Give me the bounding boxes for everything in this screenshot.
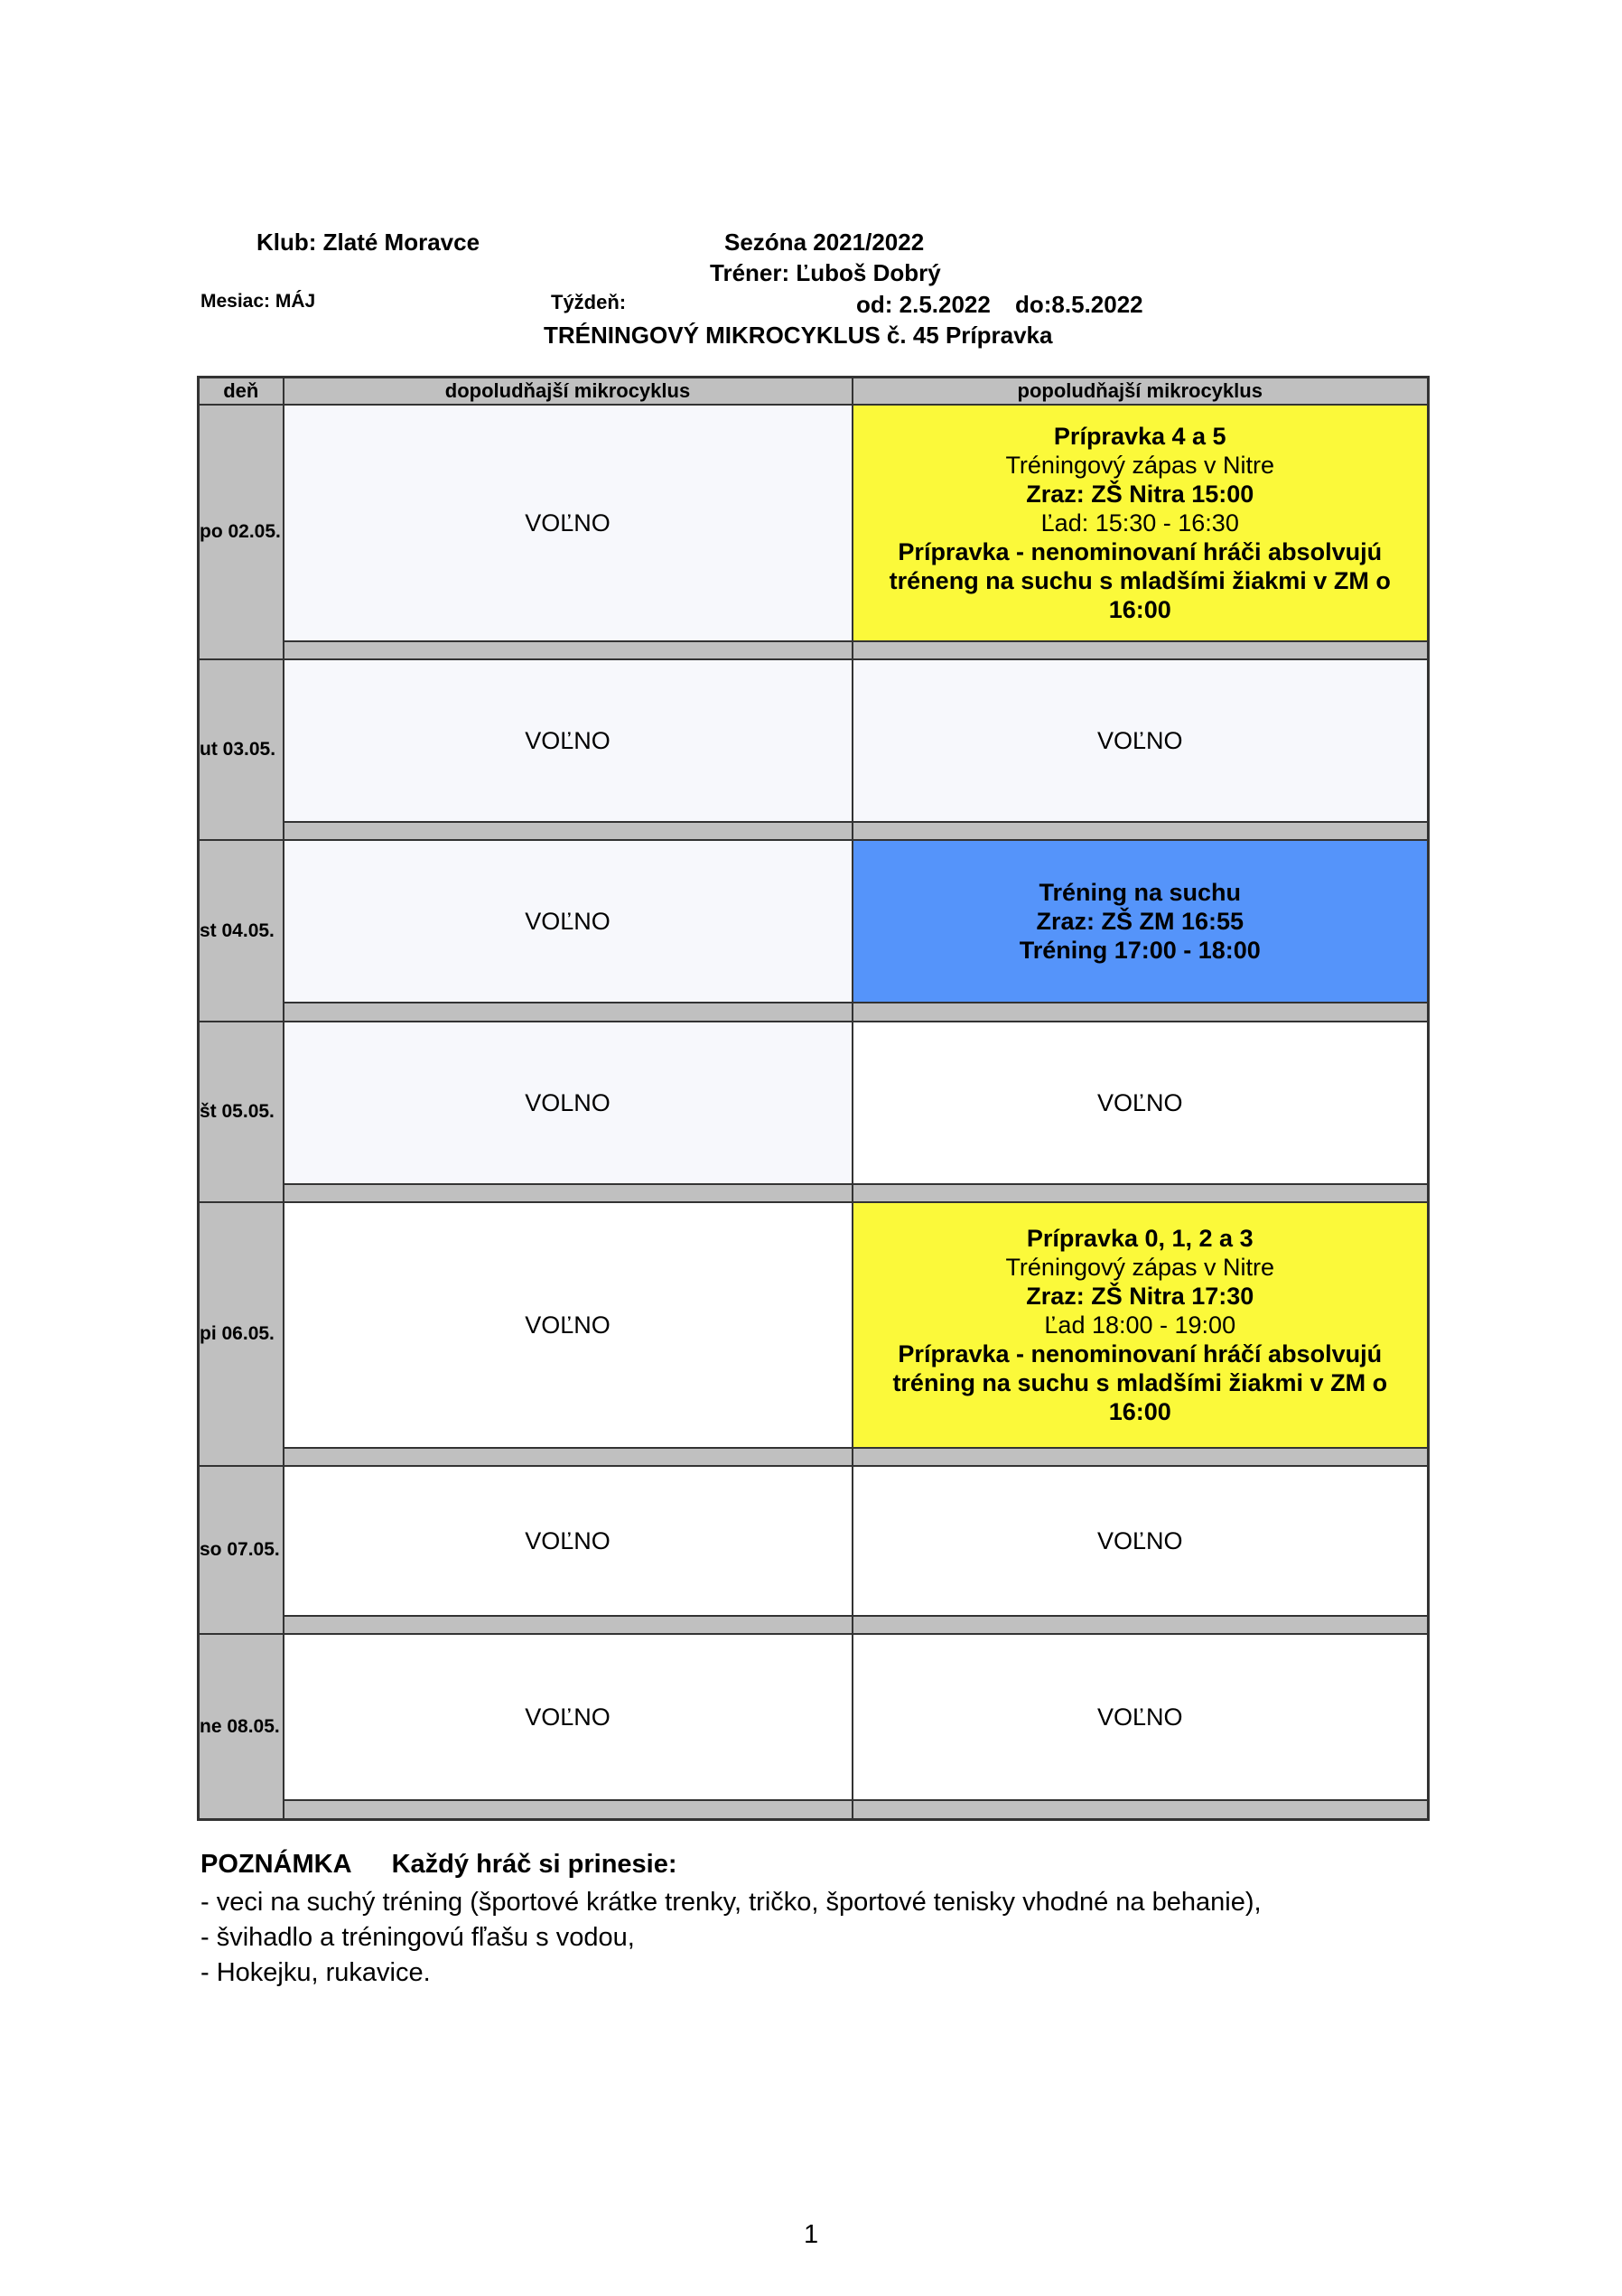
note-item: - švihadlo a tréningovú fľašu s vodou, bbox=[200, 1923, 635, 1952]
afternoon-line: Zraz: ZŠ ZM 16:55 bbox=[1036, 908, 1244, 936]
afternoon-line: Tréning 17:00 - 18:00 bbox=[1019, 937, 1261, 965]
afternoon-line: Prípravka - nenominovaní hráčí absolvujú bbox=[898, 1340, 1383, 1368]
coach: Tréner: Ľuboš Dobrý bbox=[710, 259, 941, 286]
afternoon-line: Tréning na suchu bbox=[1039, 879, 1242, 907]
afternoon-line: 16:00 bbox=[1108, 595, 1171, 623]
row-separator bbox=[199, 822, 1429, 840]
afternoon-cell bbox=[853, 405, 1429, 641]
row-separator bbox=[199, 1800, 1429, 1819]
day-cell: po 02.05. bbox=[199, 405, 284, 659]
afternoon-line: Prípravka 4 a 5 bbox=[1053, 422, 1226, 450]
table-row bbox=[199, 1634, 1429, 1800]
note-item: - veci na suchý tréning (športové krátke trenky, tričko, športové tenisky vhodné na behanie), bbox=[200, 1888, 1262, 1917]
table-row bbox=[199, 840, 1429, 1003]
afternoon-line: Tréningový zápas v Nitre bbox=[1005, 1254, 1275, 1282]
afternoon-line: tréning na suchu s mladšími žiakmi v ZM o bbox=[892, 1369, 1388, 1397]
afternoon-line: VOĽNO bbox=[1096, 727, 1183, 755]
note-heading-line bbox=[200, 1850, 677, 1880]
month: Mesiac: MÁJ bbox=[200, 291, 316, 312]
afternoon-cell bbox=[853, 840, 1429, 1003]
afternoon-line: Prípravka 0, 1, 2 a 3 bbox=[1026, 1225, 1254, 1253]
morning-cell: VOĽNO bbox=[284, 405, 853, 641]
afternoon-line: VOĽNO bbox=[1096, 1527, 1183, 1555]
afternoon-cell bbox=[853, 1022, 1429, 1184]
date-to: do:8.5.2022 bbox=[1015, 291, 1143, 318]
week-label: Týždeň: bbox=[551, 291, 627, 313]
afternoon-cell bbox=[853, 659, 1429, 822]
afternoon-line: Zraz: ZŠ Nitra 15:00 bbox=[1026, 480, 1254, 508]
row-separator bbox=[199, 1448, 1429, 1466]
afternoon-cell bbox=[853, 1634, 1429, 1800]
note-heading: Každý hráč si prinesie: bbox=[391, 1850, 677, 1879]
row-separator bbox=[199, 1616, 1429, 1634]
morning-cell: VOĽNO bbox=[284, 1634, 853, 1800]
table-row bbox=[199, 659, 1429, 822]
row-separator bbox=[199, 1003, 1429, 1021]
column-header-day: deň bbox=[199, 378, 284, 406]
afternoon-line: VOĽNO bbox=[1096, 1088, 1183, 1116]
afternoon-line: 16:00 bbox=[1108, 1398, 1171, 1426]
row-separator bbox=[199, 1184, 1429, 1202]
day-cell: so 07.05. bbox=[199, 1466, 284, 1634]
morning-cell: VOLNO bbox=[284, 1022, 853, 1184]
row-separator bbox=[199, 641, 1429, 659]
day-cell: pi 06.05. bbox=[199, 1202, 284, 1466]
club-name: Klub: Zlaté Moravce bbox=[256, 229, 480, 256]
afternoon-line: Tréningový zápas v Nitre bbox=[1005, 451, 1275, 479]
season: Sezóna 2021/2022 bbox=[724, 229, 925, 256]
morning-cell: VOĽNO bbox=[284, 1466, 853, 1616]
table-row bbox=[199, 405, 1429, 641]
morning-cell: VOĽNO bbox=[284, 1202, 853, 1448]
date-from: od: 2.5.2022 bbox=[856, 291, 991, 318]
morning-cell: VOĽNO bbox=[284, 659, 853, 822]
afternoon-line: tréneng na suchu s mladšími žiakmi v ZM o bbox=[889, 566, 1391, 594]
afternoon-line: VOĽNO bbox=[1096, 1703, 1183, 1731]
day-cell: st 04.05. bbox=[199, 840, 284, 1021]
table-row bbox=[199, 1466, 1429, 1616]
day-cell: št 05.05. bbox=[199, 1022, 284, 1202]
page-title: TRÉNINGOVÝ MIKROCYKLUS č. 45 Prípravka bbox=[544, 322, 1053, 349]
column-header-afternoon: popoludňajší mikrocyklus bbox=[853, 378, 1429, 406]
morning-cell: VOĽNO bbox=[284, 840, 853, 1003]
afternoon-line: Ľad 18:00 - 19:00 bbox=[1044, 1311, 1236, 1339]
note-list bbox=[200, 1885, 1262, 1991]
note-label: POZNÁMKA bbox=[200, 1850, 352, 1879]
schedule-table bbox=[197, 376, 1430, 1821]
table-row bbox=[199, 1202, 1429, 1448]
day-cell: ne 08.05. bbox=[199, 1634, 284, 1819]
page-number: 1 bbox=[804, 2220, 819, 2249]
afternoon-cell bbox=[853, 1202, 1429, 1448]
afternoon-cell bbox=[853, 1466, 1429, 1616]
note-item: - Hokejku, rukavice. bbox=[200, 1958, 431, 1987]
afternoon-line: Prípravka - nenominovaní hráči absolvujú bbox=[898, 537, 1383, 565]
afternoon-line: Ľad: 15:30 - 16:30 bbox=[1040, 509, 1239, 537]
table-row bbox=[199, 1022, 1429, 1184]
column-header-morning: dopoludňajší mikrocyklus bbox=[284, 378, 853, 406]
day-cell: ut 03.05. bbox=[199, 659, 284, 840]
afternoon-line: Zraz: ZŠ Nitra 17:30 bbox=[1026, 1283, 1254, 1311]
